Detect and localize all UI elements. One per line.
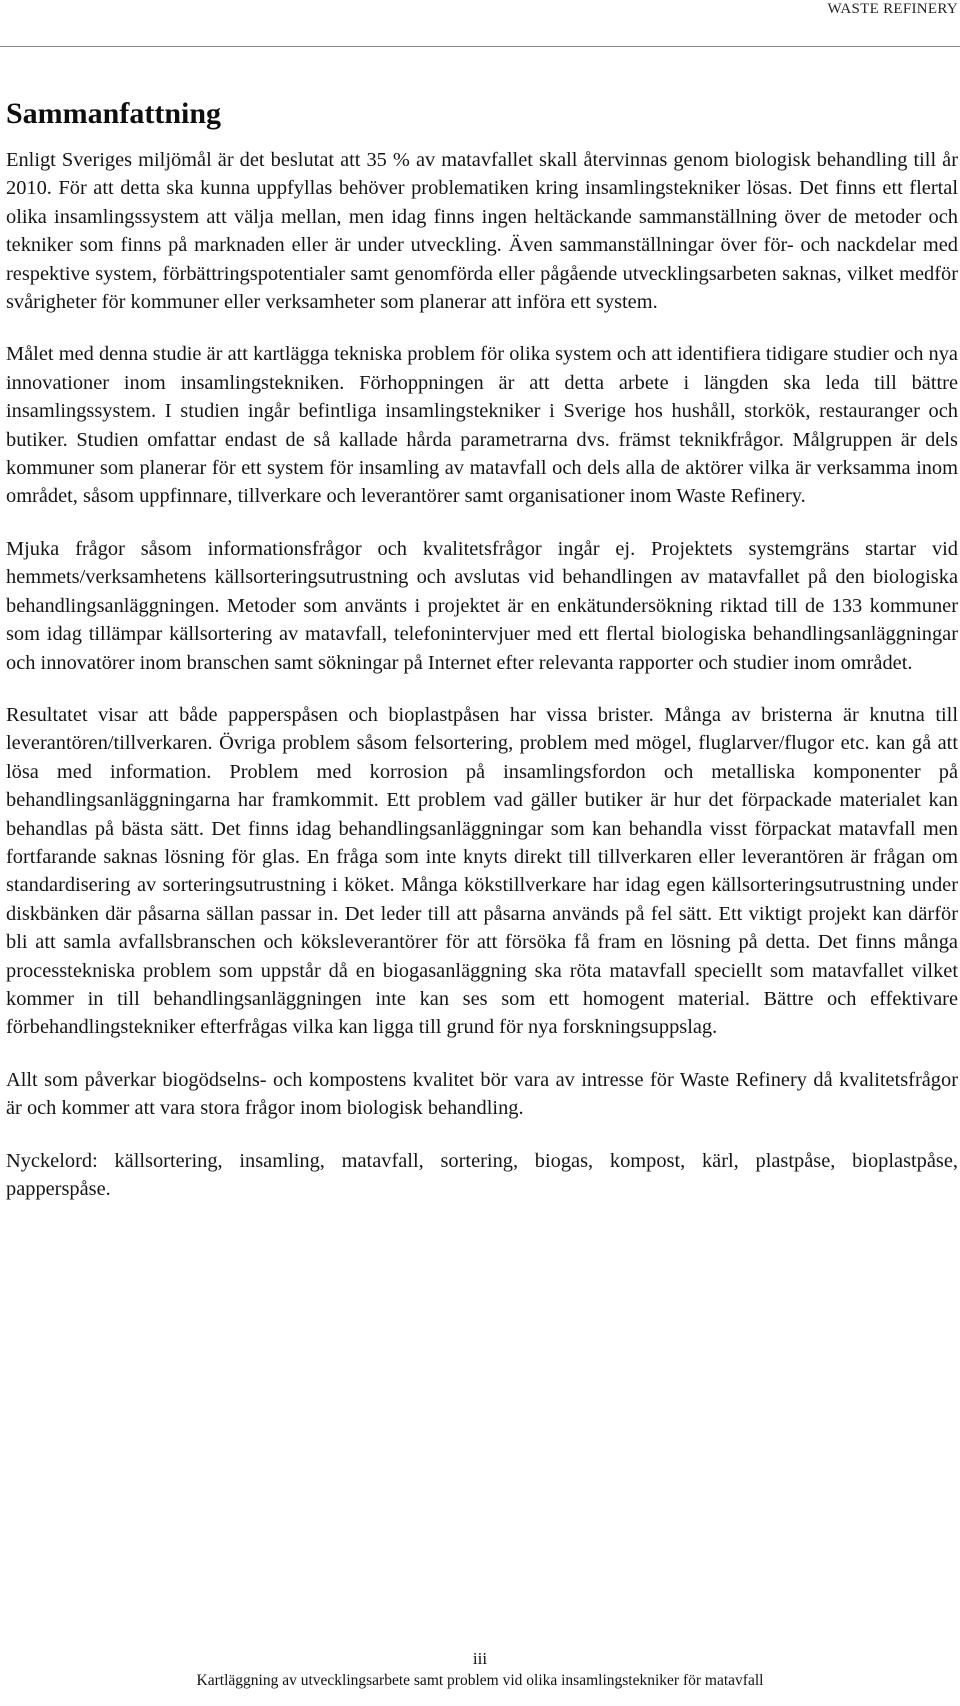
document-body <box>6 96 958 1227</box>
paragraph-scope: Mjuka frågor såsom informationsfrågor och kvalitetsfrågor ingår ej. Projektets systemgräns startar vid hemmets/verksamhetens källsorteringsutrustning och avslutas vid behandlingen av matavfallet på den biologiska behandlingsanläggningen. Metoder som använts i projektet är en enkätundersökning riktad till de 133 kommuner som idag tillämpar källsortering av matavfall, telefonintervjuer med ett flertal biologiska behandlingsanläggningar och innovatörer inom branschen samt sökningar på Internet efter relevanta rapporter och studier inom området. <box>6 537 958 674</box>
running-header-title: WASTE REFINERY <box>827 1 958 17</box>
running-header <box>0 0 960 47</box>
paragraph-goal: Enligt Sveriges miljömål är det beslutat att 35 % av matavfallet skall återvinnas genom biologisk behandling till år 2010. För att detta ska kunna uppfyllas behöver problematiken kring insamlingstekniker lösas. Det finns ett flertal olika insamlingssystem att välja mellan, men idag finns ingen heltäckande sammanställning över de metoder och tekniker som finns på marknaden eller är under utveckling. Även sammanställningar över för- och nackdelar med respektive system, förbättringspotentialer samt genomförda eller pågående utvecklingsarbeten saknas, vilket medför svårigheter för kommuner eller verksamheter som planerar att införa ett system. <box>6 149 958 314</box>
paragraph-keywords: Nyckelord: källsortering, insamling, matavfall, sortering, biogas, kompost, kärl, plastpåse, bioplastpåse, papperspåse. <box>6 1149 958 1200</box>
section-heading: Sammanfattning <box>6 97 222 130</box>
paragraph-quality: Allt som påverkar biogödselns- och kompostens kvalitet bör vara av intresse för Waste Refinery då kvalitetsfrågor är och kommer att vara stora frågor inom biologisk behandling. <box>6 1068 958 1120</box>
footer-title: Kartläggning av utvecklingsarbete samt problem vid olika insamlingstekniker för matavfall <box>196 1672 764 1689</box>
paragraph-aim: Målet med denna studie är att kartlägga tekniska problem för olika system och att identifiera tidigare studier och nya innovationer inom insamlingstekniken. Förhoppningen är att detta arbete i längden ska leda till bättre insamlingssystem. I studien ingår befintliga insamlingstekniker i Sverige hos hushåll, storkök, restauranger och butiker. Studien omfattar endast de så kallade hårda parametrarna dvs. främst teknikfrågor. Målgruppen är dels kommuner som planerar för ett system för insamling av matavfall och dels alla de aktörer vilka är verksamma inom området, såsom uppfinnare, tillverkare och leverantörer samt organisationer inom Waste Refinery. <box>6 343 958 508</box>
paragraph-results: Resultatet visar att både papperspåsen och bioplastpåsen har vissa brister. Många av bristerna är knutna till leverantören/tillverkaren. Övriga problem såsom felsortering, problem med mögel, fluglarver/flugor etc. kan gå att lösa med information. Problem med korrosion på insamlingsfordon och metalliska komponenter på behandlingsanläggningarna har framkommit. Ett problem vad gäller butiker är hur det förpackade materialet kan behandlas på bästa sätt. Det finns idag behandlingsanläggningar som kan behandla visst förpackat matavfall men fortfarande saknas lösning för glas. En fråga som inte knyts direkt till tillverkaren eller leverantören är frågan om standardisering av sorteringsutrustning i köket. Många kökstillverkare har idag egen källsorteringsutrustning under diskbänken där påsarna sällan passar in. Det leder till att påsarna används på fel sätt. Ett viktigt projekt kan därför bli att samla avfallsbranschen och köksleverantörer för att försöka få fram en lösning på detta. Det finns många processtekniska problem som uppstår då en biogasanläggning ska röta matavfall speciellt som matavfallet vilket kommer in till behandlingsanläggningen inte kan ses som ett homogent material. Bättre och effektivare förbehandlingstekniker efterfrågas vilka kan ligga till grund för nya forskningsuppslag. <box>6 703 958 1039</box>
page-number: iii <box>472 1649 488 1668</box>
page-footer <box>0 1649 960 1691</box>
